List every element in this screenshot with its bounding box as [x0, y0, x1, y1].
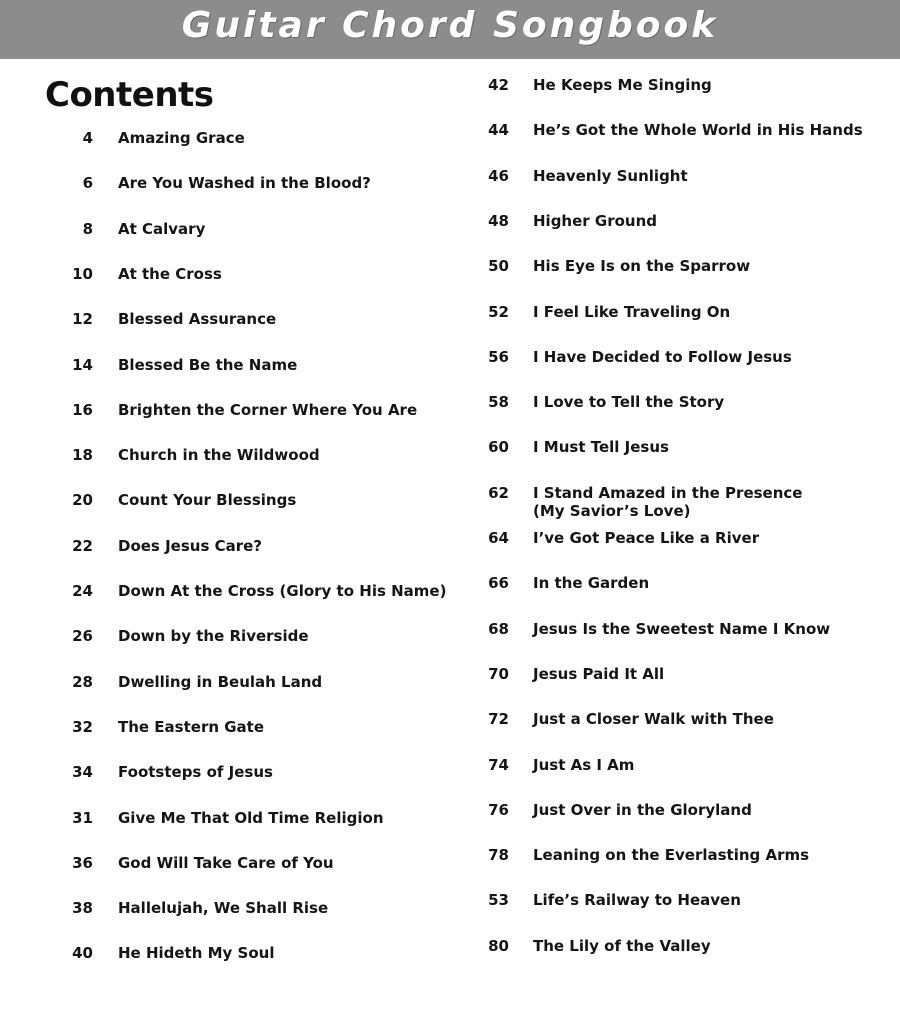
toc-page-number: 28 — [72, 672, 93, 691]
toc-song-title — [533, 212, 657, 230]
header-banner — [0, 0, 900, 59]
toc-song-title — [118, 899, 328, 917]
toc-page-number: 66 — [488, 574, 509, 593]
toc-song-title — [118, 854, 334, 872]
toc-song-title — [118, 763, 273, 781]
contents-heading: Contents — [45, 75, 214, 115]
toc-song-title — [533, 756, 634, 774]
toc-song-title-text: He Keeps Me Singing — [533, 76, 712, 94]
toc-song-title-text: Amazing Grace — [118, 129, 245, 147]
toc-song-title — [533, 801, 752, 819]
toc-song-title — [118, 310, 276, 328]
toc-song-title — [118, 944, 274, 962]
toc-page-number: 42 — [488, 76, 509, 94]
toc-page-number: 68 — [488, 619, 509, 638]
toc-song-title — [533, 574, 649, 592]
toc-song-title-text: Jesus Is the Sweetest Name I Know — [533, 619, 831, 638]
toc-song-title — [533, 76, 712, 94]
toc-page-number: 8 — [82, 219, 93, 238]
toc-page-number: 34 — [72, 763, 93, 782]
toc-song-title — [533, 665, 664, 683]
toc-page-number: 80 — [488, 936, 509, 955]
toc-song-title-text: I Must Tell Jesus — [533, 438, 669, 457]
toc-song-title — [118, 174, 371, 192]
toc-page-number: 46 — [488, 166, 509, 185]
toc-song-title — [533, 167, 688, 185]
toc-song-title-text: Life’s Railway to Heaven — [533, 891, 741, 910]
toc-page-number: 36 — [72, 853, 93, 872]
toc-page-number: 38 — [72, 899, 93, 918]
toc-song-title-text: Leaning on the Everlasting Arms — [533, 846, 810, 865]
toc-song-title-text: Does Jesus Care? — [118, 536, 262, 555]
toc-page-number: 53 — [488, 891, 509, 910]
toc-song-title — [533, 438, 669, 456]
toc-page-number: 48 — [488, 211, 509, 230]
toc-song-title-text: At the Cross — [118, 264, 222, 283]
toc-page-number: 10 — [72, 264, 93, 283]
toc-page-number: 56 — [488, 347, 509, 366]
toc-page-number: 22 — [72, 536, 93, 555]
book-title: Guitar Chord Songbook — [181, 5, 719, 46]
toc-song-title — [533, 846, 809, 864]
toc-song-title — [118, 265, 222, 283]
toc-song-title-text: Down by the Riverside — [118, 627, 309, 646]
toc-page-number: 44 — [488, 121, 509, 140]
toc-song-title — [118, 582, 446, 600]
toc-song-title-text: Brighten the Corner Where You Are — [118, 400, 418, 419]
toc-song-title-text: In the Garden — [533, 574, 650, 593]
toc-page-number: 76 — [488, 800, 509, 819]
toc-song-title-text: I Have Decided to Follow Jesus — [533, 347, 792, 366]
toc-page-number: 6 — [82, 174, 93, 193]
toc-song-title-text: I Love to Tell the Story — [533, 393, 725, 412]
toc-song-title-text: Dwelling in Beulah Land — [118, 672, 323, 691]
toc-song-title-text: Just As I Am — [533, 755, 635, 774]
toc-song-title-text: Count Your Blessings — [118, 491, 297, 510]
toc-song-title — [533, 529, 759, 547]
toc-song-title-text: The Lily of the Valley — [533, 936, 711, 955]
toc-song-title-text: Give Me That Old Time Religion — [118, 808, 384, 827]
toc-song-title — [118, 673, 322, 691]
toc-song-title-text: Blessed Be the Name — [118, 355, 298, 374]
toc-song-title — [533, 257, 750, 275]
toc-song-title-text: I’ve Got Peace Like a River — [533, 529, 760, 547]
toc-song-title-text: Just a Closer Walk with Thee — [533, 710, 774, 729]
toc-song-title-text: Heavenly Sunlight — [533, 166, 688, 185]
toc-song-title — [533, 393, 724, 411]
toc-song-title — [118, 446, 320, 464]
toc-song-title — [118, 627, 309, 645]
toc-song-title — [533, 937, 711, 955]
toc-song-title-text: Higher Ground — [533, 211, 658, 230]
toc-song-title-text: God Will Take Care of You — [118, 853, 334, 872]
toc-page-number: 62 — [488, 483, 509, 502]
toc-song-title — [533, 710, 774, 728]
toc-page-number: 70 — [488, 664, 509, 683]
toc-song-title — [533, 348, 792, 366]
toc-page-number: 20 — [72, 491, 93, 510]
toc-song-title — [118, 220, 205, 238]
toc-page-number: 50 — [488, 257, 509, 276]
toc-page-number: 74 — [488, 755, 509, 774]
toc-page-number: 58 — [488, 393, 509, 412]
toc-song-title-text: He’s Got the Whole World in His Hands — [533, 121, 863, 140]
toc-song-title — [533, 303, 730, 321]
toc-page-number: 31 — [72, 808, 93, 827]
toc-page-number: 18 — [72, 446, 93, 465]
toc-page-number: 14 — [72, 355, 93, 374]
toc-page-number: 26 — [72, 627, 93, 646]
toc-song-title — [533, 891, 741, 909]
toc-song-title — [118, 718, 264, 736]
toc-song-title — [118, 356, 297, 374]
toc-song-title-text: The Eastern Gate — [118, 717, 265, 736]
toc-page-number: 60 — [488, 438, 509, 457]
toc-song-subtitle: (My Savior’s Love) — [533, 501, 691, 520]
toc-song-title-text: He Hideth My Soul — [118, 944, 275, 963]
toc-song-title — [533, 484, 802, 520]
toc-song-title — [533, 121, 863, 139]
toc-song-title-text: Church in the Wildwood — [118, 446, 320, 465]
toc-page-number: 52 — [488, 302, 509, 321]
toc-song-title-text: Down At the Cross (Glory to His Name) — [118, 582, 447, 600]
toc-page-number: 64 — [488, 529, 509, 547]
toc-page-number: 32 — [72, 717, 93, 736]
toc-song-title — [118, 401, 417, 419]
toc-page-number: 40 — [72, 944, 93, 963]
toc-page-number: 24 — [72, 582, 93, 600]
toc-song-title — [118, 537, 262, 555]
toc-song-title-text: Jesus Paid It All — [533, 664, 665, 683]
toc-page-number: 78 — [488, 846, 509, 865]
toc-song-title-text: I Feel Like Traveling On — [533, 302, 731, 321]
toc-song-title-text: Just Over in the Gloryland — [533, 800, 752, 819]
toc-song-title-text: Footsteps of Jesus — [118, 763, 273, 782]
toc-song-title-text: I Stand Amazed in the Presence — [533, 483, 803, 502]
toc-song-title-text: Hallelujah, We Shall Rise — [118, 899, 329, 918]
toc-page-number: 16 — [72, 400, 93, 419]
toc-song-title-text: Are You Washed in the Blood? — [118, 174, 371, 193]
toc-song-title — [118, 491, 296, 509]
toc-song-title-text: Blessed Assurance — [118, 310, 277, 329]
toc-song-title — [118, 129, 245, 147]
toc-song-title — [533, 620, 830, 638]
toc-song-title-text: At Calvary — [118, 219, 206, 238]
toc-page-number: 4 — [82, 129, 93, 147]
toc-song-title-text: His Eye Is on the Sparrow — [533, 257, 751, 276]
toc-page-number: 72 — [488, 710, 509, 729]
toc-page-number: 12 — [72, 310, 93, 329]
toc-song-title — [118, 809, 384, 827]
